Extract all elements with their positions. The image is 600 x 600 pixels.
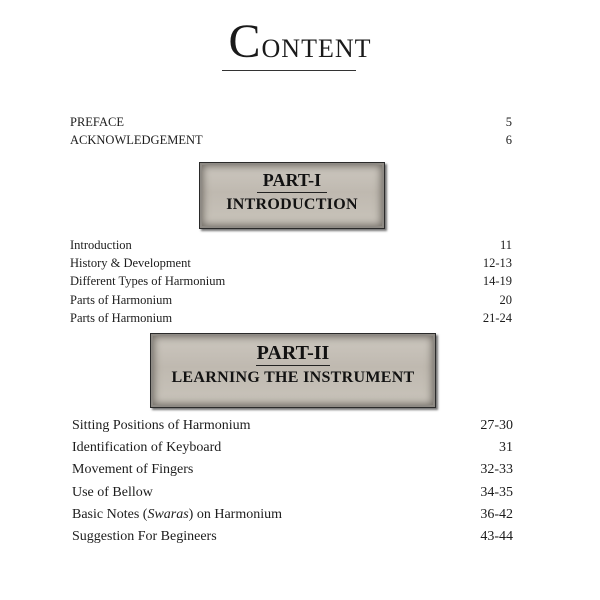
toc-entry-label: History & Development [70,256,191,270]
toc-entry-page: 14-19 [482,274,512,288]
part-1-divider [257,192,327,193]
toc-entry-label: Parts of Harmonium [70,293,173,307]
toc-entry-label: ACKNOWLEDGEMENT [70,133,203,147]
part-1-heading: PART-I [262,170,322,190]
toc-entry[interactable] [70,237,512,253]
part-2-divider [256,365,330,366]
toc-entry-page: 31 [499,440,513,455]
toc-entry-page: 11 [499,238,512,252]
label-prefix: Basic Notes ( [72,507,148,522]
toc-entry[interactable] [72,529,513,545]
toc-entry[interactable] [70,292,512,308]
title-rest: ONTENT [261,34,372,63]
page-title [0,15,600,68]
toc-entry-acknowledgement[interactable] [70,132,512,148]
part-2-banner [150,333,436,408]
toc-entry-page: 34-35 [480,485,513,500]
toc-entry[interactable] [70,310,512,326]
toc-entry[interactable] [72,440,513,456]
toc-entry-label: Use of Bellow [72,485,153,500]
title-underline [222,70,356,71]
toc-entry-label: Identification of Keyboard [72,440,222,455]
toc-entry-page: 21-24 [482,311,512,325]
toc-entry-page: 6 [505,133,512,147]
title-initial: C [228,15,262,68]
toc-entry[interactable] [70,255,512,271]
toc-entry-label: Different Types of Harmonium [70,274,226,288]
label-suffix: ) on Harmonium [188,507,282,522]
toc-entry[interactable] [72,485,513,501]
toc-entry[interactable] [72,418,513,434]
toc-entry-label: Introduction [70,238,132,252]
toc-entry-preface[interactable] [70,114,512,130]
toc-entry-page: 20 [499,293,512,307]
toc-entry-label: Movement of Fingers [72,462,194,477]
toc-entry-label: PREFACE [70,115,124,129]
toc-entry-label: Parts of Harmonium [70,311,173,325]
toc-entry-page: 32-33 [480,462,513,477]
toc-entry-page: 5 [505,115,512,129]
toc-entry-label: Suggestion For Begineers [72,529,217,544]
part-2-subtitle: LEARNING THE INSTRUMENT [171,369,415,386]
toc-entry-page: 27-30 [480,418,513,433]
toc-entry-label [72,507,282,523]
toc-entry-page: 43-44 [480,529,513,544]
part-2-heading: PART-II [256,342,330,364]
toc-entry[interactable] [72,462,513,478]
toc-entry[interactable] [70,273,512,289]
toc-entry-label: Sitting Positions of Harmonium [72,418,251,433]
label-italic: Swaras [147,507,189,522]
toc-entry[interactable] [72,507,513,523]
part-1-banner [199,162,385,229]
toc-entry-page: 36-42 [480,507,513,522]
toc-entry-page: 12-13 [482,256,512,270]
part-1-subtitle: INTRODUCTION [226,196,358,213]
